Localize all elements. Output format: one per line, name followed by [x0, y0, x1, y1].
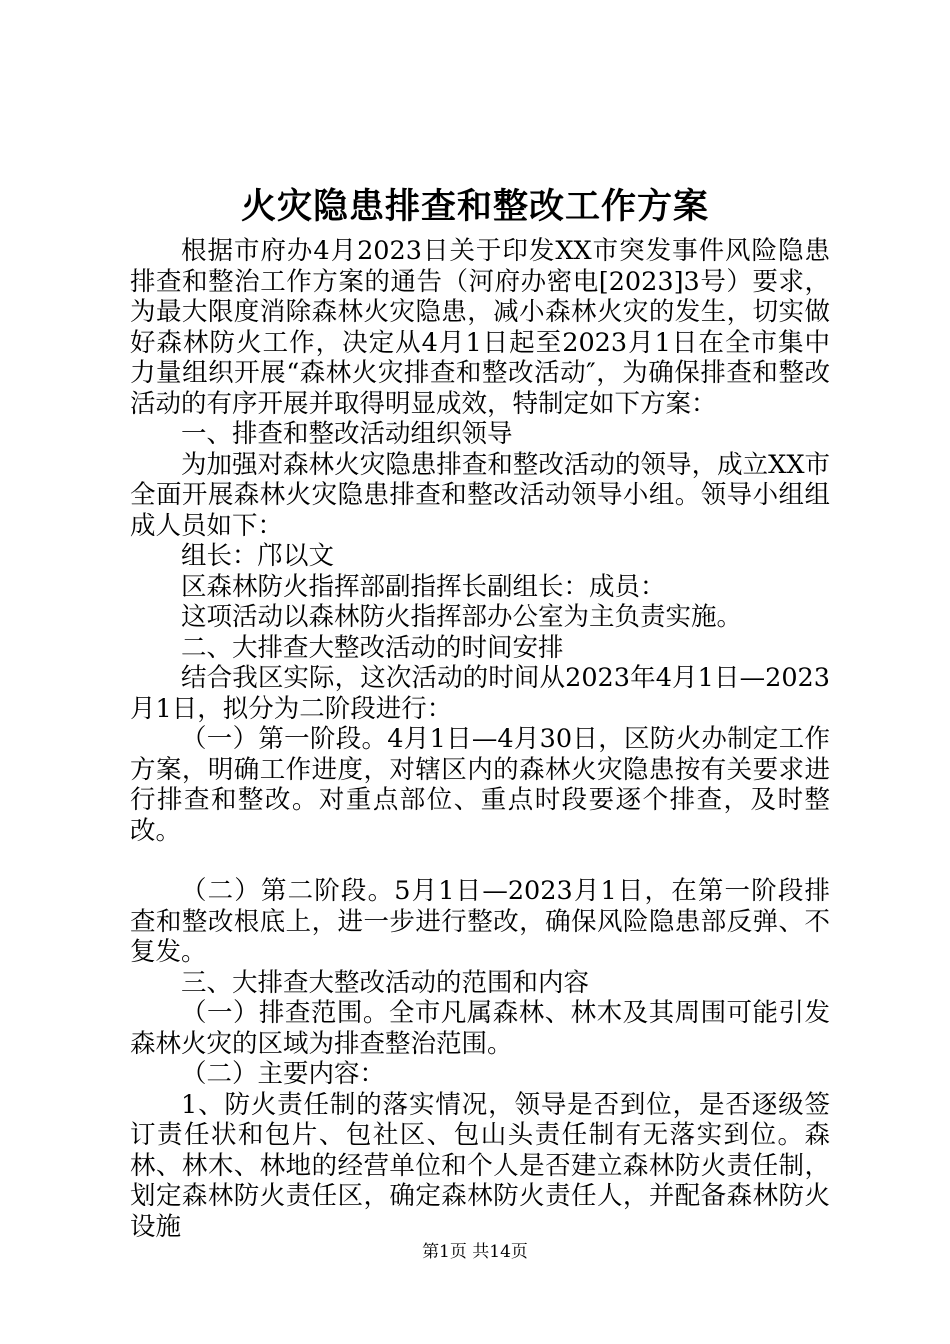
paragraph-main-content-heading: （二）主要内容： [181, 1059, 386, 1089]
section-heading-organization: 一、排查和整改活动组织领导 [181, 419, 513, 449]
section-heading-schedule: 二、大排查大整改活动的时间安排 [181, 632, 564, 663]
paragraph-intro: 根据市府办4月2023日关于印发XX市突发事件风险隐患排查和整治工作方案的通告（河府办密电[2023]3号）要求，为最大限度消除森林火灾隐患，减小森林火灾的发生，切实做好森林防火工作，决定从4月1日起至2023月1日在全市集中力量组织开展“森林火灾排查和整改活动″，为确保排查和整改活动的有序开展并取得明显成效，特制定如下方案： [130, 236, 830, 419]
paragraph-leadership: 为加强对森林火灾隐患排查和整改活动的领导，成立XX市全面开展森林火灾隐患排查和整改活动领导小组。领导小组组成人员如下： [130, 449, 830, 541]
section-heading-scope: 三、大排查大整改活动的范围和内容 [181, 967, 590, 998]
document-title: 火灾隐患排查和整改工作方案 [240, 186, 709, 227]
paragraph-implementation: 这项活动以森林防火指挥部办公室为主负责实施。 [181, 602, 743, 632]
paragraph-phase-one: （一）第一阶段。4月1日—4月30日，区防火办制定工作方案，明确工作进度，对辖区内的森林火灾隐患按有关要求进行排查和整改。对重点部位、重点时段要逐个排查，及时整改。 [130, 724, 830, 846]
paragraph-deputy-leader: 区森林防火指挥部副指挥长副组长：成员： [181, 571, 666, 602]
paragraph-item-one: 1、防火责任制的落实情况，领导是否到位，是否逐级签订责任状和包片、包社区、包山头责任制有无落实到位。森林、林木、林地的经营单位和个人是否建立森林防火责任制，划定森林防火责任区，确定森林防火责任人，并配备森林防火设施 [130, 1089, 830, 1242]
paragraph-spacer [130, 846, 830, 876]
page-number-footer: 第1页 共14页 [422, 1242, 528, 1262]
paragraph-phase-two: （二）第二阶段。5月1日—2023月1日，在第一阶段排查和整改根底上，进一步进行整改，确保风险隐患部反弹、不复发。 [130, 876, 830, 967]
document-body [130, 236, 830, 1242]
paragraph-scope: （一）排查范围。全市凡属森林、林木及其周围可能引发森林火灾的区域为排查整治范围。 [130, 998, 830, 1059]
paragraph-schedule: 结合我区实际，这次活动的时间从2023年4月1日—2023月1日，拟分为二阶段进行： [130, 663, 830, 724]
paragraph-group-leader: 组长：邝以文 [181, 541, 335, 571]
